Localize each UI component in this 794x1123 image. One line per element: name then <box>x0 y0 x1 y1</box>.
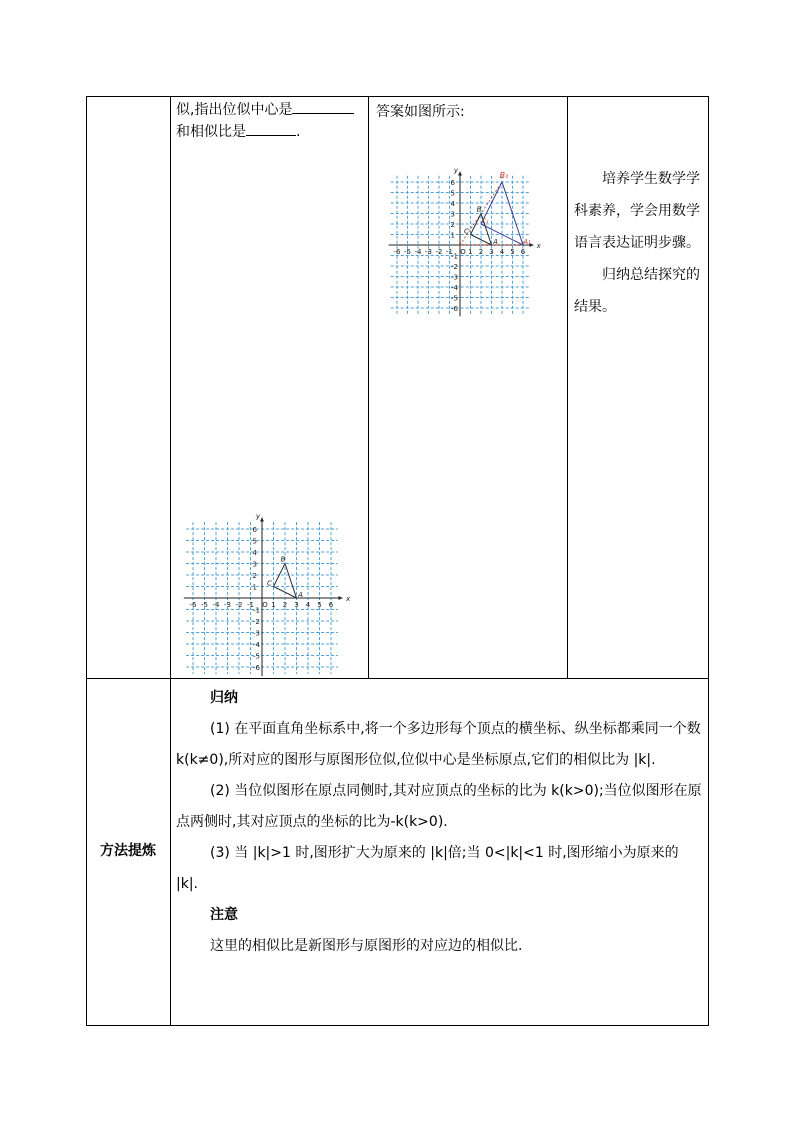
x-tick-label: -2 <box>235 601 243 609</box>
x-tick-label: 5 <box>510 248 515 256</box>
question-line-1: 似,指出位似中心是 <box>176 102 293 118</box>
answer-coordinate-grid <box>378 166 548 316</box>
x-tick-label: 3 <box>294 601 299 609</box>
label-A: A <box>493 238 498 246</box>
x-tick-label: O <box>262 601 268 609</box>
x-axis-label: x <box>536 242 541 250</box>
label-B1: B₁ <box>499 171 509 180</box>
y-tick-label: 6 <box>450 179 455 187</box>
label-B: B <box>476 205 482 214</box>
x-tick-label: 6 <box>328 601 334 609</box>
summary-point-2: (2) 当位似图形在原点同侧时,其对应顶点的坐标的比为 k(k>0);当位似图形在原点两侧时,其对应顶点的坐标的比为-k(k>0). <box>176 783 702 830</box>
table-row-divider <box>86 678 709 679</box>
y-tick-label: 1 <box>252 583 257 592</box>
x-tick-label: 4 <box>499 248 505 256</box>
x-tick-label: -1 <box>446 248 453 256</box>
x-axis-arrow <box>339 596 343 600</box>
question-text <box>176 99 366 143</box>
label-A1: A₁ <box>523 238 531 246</box>
x-tick-label: -6 <box>189 601 197 609</box>
x-tick-label: 5 <box>317 601 322 609</box>
x-tick-label: 6 <box>520 248 526 256</box>
label-A: A <box>298 591 303 599</box>
y-tick-label: 2 <box>252 572 257 580</box>
y-tick-label: 5 <box>252 537 257 546</box>
table-col-divider-1 <box>170 96 171 1026</box>
x-tick-label: -2 <box>435 248 443 256</box>
purpose-text <box>574 163 702 323</box>
y-axis-label: y <box>255 512 261 521</box>
note-text: 这里的相似比是新图形与原图形的对应边的相似比. <box>210 938 523 954</box>
x-tick-label: -4 <box>414 248 422 256</box>
label-C: C <box>267 579 272 588</box>
x-tick-label: -6 <box>393 248 401 256</box>
x-tick-label: -4 <box>212 601 220 609</box>
y-tick-label: 1 <box>450 231 455 240</box>
x-tick-label: -5 <box>404 248 411 256</box>
summary-point-3: (3) 当 |k|>1 时,图形扩大为原来的 |k|倍;当 0<|k|<1 时,图形缩小为原来的 |k|. <box>176 845 679 892</box>
table-bottom-border <box>86 1025 709 1026</box>
purpose-paragraph-1: 培养学生数学学科素养，学会用数学语言表达证明步骤。 <box>574 171 700 251</box>
method-label: 方法提炼 <box>100 843 156 859</box>
answer-label: 答案如图所示: <box>376 104 465 120</box>
x-tick-label: 1 <box>468 248 473 256</box>
x-axis-label: x <box>346 595 351 603</box>
blank-center <box>292 99 354 114</box>
blank-ratio <box>246 121 296 136</box>
heading-note: 注意 <box>210 907 238 923</box>
y-tick-label: 5 <box>450 189 455 198</box>
x-tick-label: -5 <box>201 601 208 609</box>
question-coordinate-grid <box>178 508 351 673</box>
x-tick-label: 4 <box>305 601 311 609</box>
y-tick-label: -3 <box>451 273 458 282</box>
question-period: . <box>296 124 301 140</box>
y-tick-label: -4 <box>451 284 458 292</box>
y-tick-label: 3 <box>450 210 455 219</box>
y-tick-label: -2 <box>253 618 260 626</box>
y-tick-label: 6 <box>252 526 257 534</box>
table-col-divider-2 <box>368 96 369 679</box>
y-tick-label: -5 <box>253 652 260 661</box>
table-left-border <box>86 96 87 1026</box>
y-tick-label: 4 <box>252 549 257 557</box>
y-tick-label: -3 <box>253 629 260 638</box>
y-tick-label: -1 <box>451 252 458 261</box>
label-C1: C₁ <box>481 218 489 225</box>
x-tick-label: 2 <box>282 601 288 609</box>
label-B: B <box>280 555 286 564</box>
y-tick-label: 3 <box>252 560 257 569</box>
purpose-paragraph-2: 归纳总结探究的结果。 <box>574 267 700 315</box>
y-tick-label: -2 <box>451 263 458 271</box>
table-col-divider-3 <box>567 96 568 679</box>
y-tick-label: 4 <box>450 200 455 208</box>
label-C: C <box>464 227 469 236</box>
x-tick-label: 1 <box>271 601 276 609</box>
x-tick-label: 2 <box>478 248 484 256</box>
question-line-2: 和相似比是 <box>176 124 246 140</box>
y-tick-label: 2 <box>450 221 455 229</box>
y-axis-label: y <box>453 166 459 175</box>
y-axis-arrow <box>260 518 264 522</box>
y-axis-arrow <box>458 172 462 176</box>
y-tick-label: -5 <box>451 294 458 303</box>
heading-summary: 归纳 <box>210 690 238 706</box>
table-right-border <box>708 96 709 1026</box>
x-tick-label: -3 <box>425 248 432 256</box>
y-tick-label: -6 <box>253 664 260 672</box>
method-summary <box>176 683 704 962</box>
y-tick-label: -6 <box>451 305 458 313</box>
y-tick-label: -1 <box>253 606 260 615</box>
summary-point-1: (1) 在平面直角坐标系中,将一个多边形每个顶点的横坐标、纵坐标都乘同一个数 k(k≠0),所对应的图形与原图形位似,位似中心是坐标原点,它们的相似比为 |k|. <box>176 721 701 768</box>
table-top-border <box>86 96 709 97</box>
x-tick-label: 3 <box>489 248 494 256</box>
x-tick-label: O <box>460 248 466 256</box>
y-tick-label: -4 <box>253 641 260 649</box>
x-tick-label: -3 <box>224 601 231 609</box>
x-tick-label: -1 <box>247 601 254 609</box>
